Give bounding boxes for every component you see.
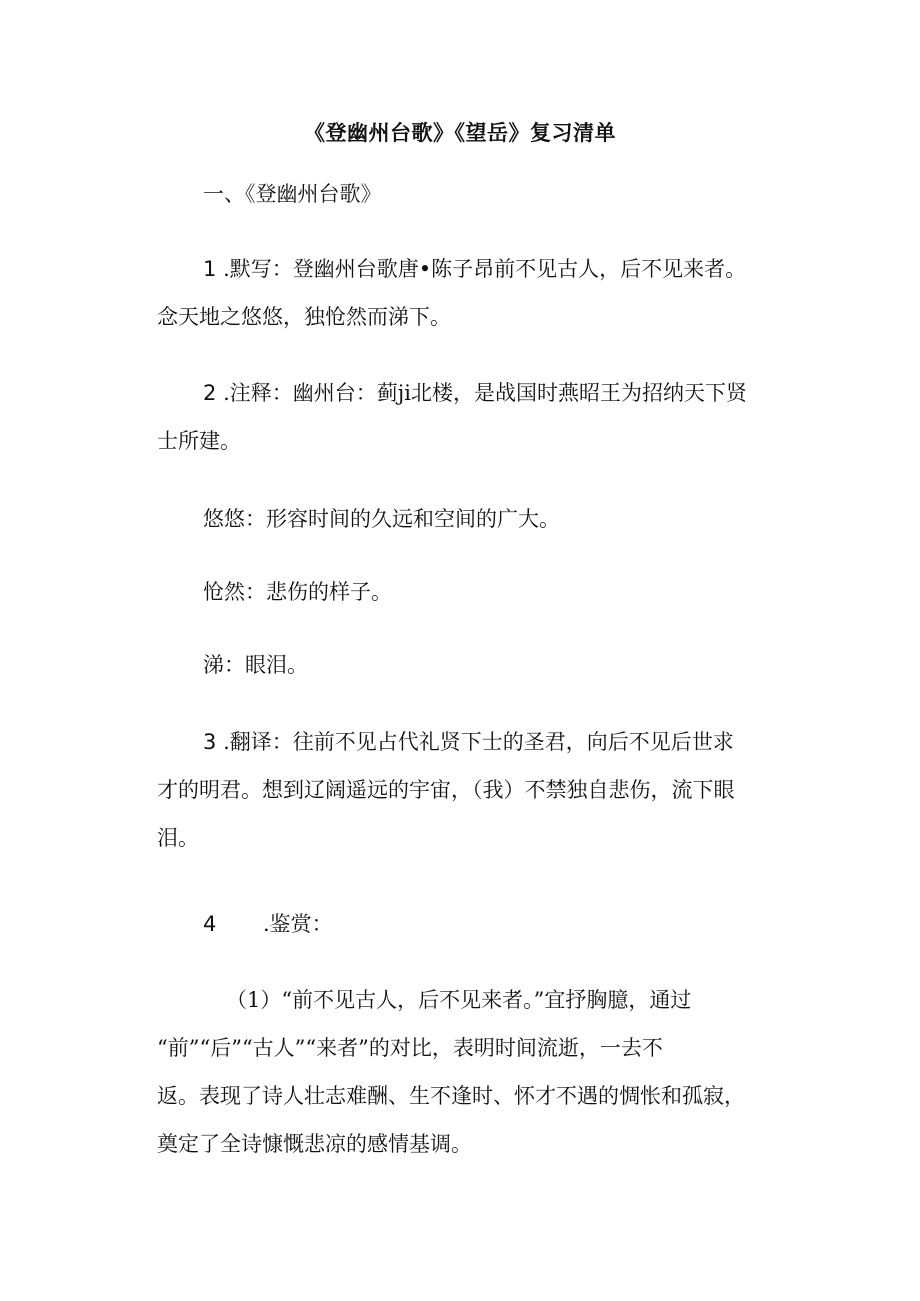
item-4-label: .鉴赏： — [263, 912, 333, 936]
note-ti: 涕：眼泪。 — [203, 653, 308, 677]
appreciation-1-line-1: （1）“前不见古人，后不见来者。”宜抒胸臆，通过 — [226, 988, 692, 1012]
section-heading: 一、《登幽州台歌》 — [203, 182, 382, 206]
item-2-line-2: 士所建。 — [157, 429, 241, 453]
item-2-line-1 — [203, 378, 823, 408]
item-3-line-2: 才的明君。想到辽阔遥远的宇宙，（我）不禁独自悲伤，流下眼 — [157, 778, 735, 802]
note-youyou: 悠悠：形容时间的久远和空间的广大。 — [203, 507, 560, 531]
document-title: 《登幽州台歌》《望岳》复习清单 — [304, 121, 616, 145]
item-3-line-1 — [203, 727, 823, 757]
item-2-number: 2 — [203, 381, 217, 405]
item-1-line-1 — [203, 254, 823, 284]
item-1-line-2: 念天地之悠悠，独怆然而涕下。 — [157, 305, 451, 329]
item-4-number: 4 — [203, 912, 217, 936]
appreciation-1-line-2: “前”“后”“古人”“来者”的对比，表明时间流逝，一去不 — [157, 1036, 663, 1060]
note-chuangran: 怆然：悲伤的样子。 — [203, 580, 392, 604]
appreciation-1-line-3: 返。表现了诗人壮志难酬、生不逢时、怀才不遇的惆怅和孤寂， — [157, 1084, 745, 1108]
item-3-number: 3 — [203, 730, 217, 754]
item-3-line-3: 泪。 — [157, 826, 199, 850]
item-3-text: .翻译：往前不见占代礼贤下士的圣君，向后不见后世求 — [223, 730, 734, 754]
item-4-line — [203, 909, 823, 939]
item-1-text: .默写：登幽州台歌唐•陈子昂前不见古人，后不见来者。 — [223, 257, 747, 281]
item-2-text: .注释：幽州台：蓟ji北楼，是战国时燕昭王为招纳天下贤 — [223, 381, 747, 405]
item-1-number: 1 — [203, 257, 217, 281]
appreciation-1-line-4: 奠定了全诗慷慨悲凉的感情基调。 — [157, 1132, 472, 1156]
